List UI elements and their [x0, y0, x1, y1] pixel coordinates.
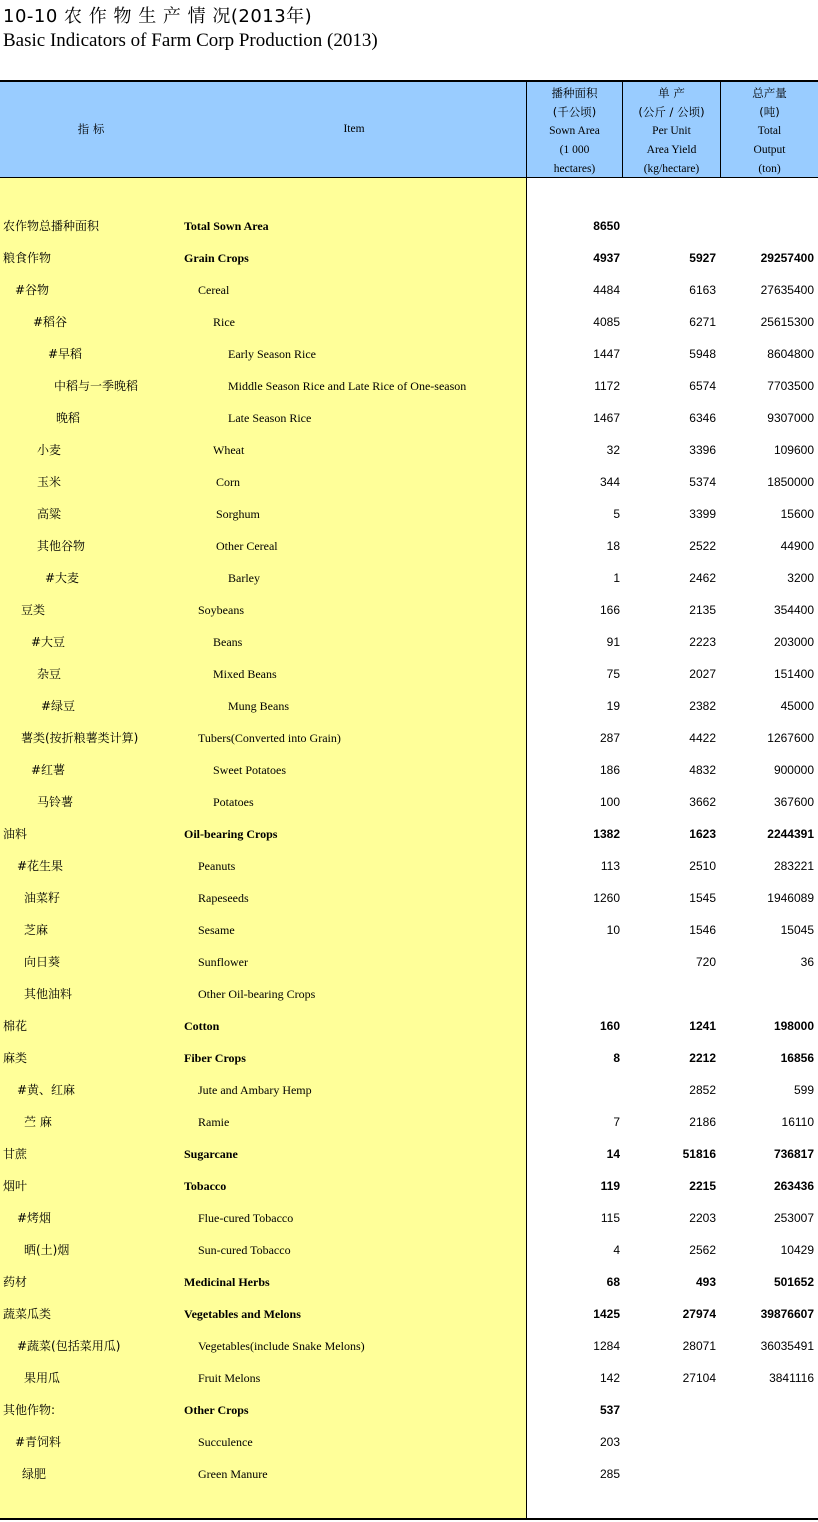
- total-output-value: 2244391: [767, 827, 814, 841]
- indicator-chinese: 粮食作物: [3, 251, 52, 265]
- total-output-value: 203000: [773, 635, 814, 649]
- indicator-chinese: #烤烟: [17, 1211, 52, 1225]
- sown-area-value: 14: [606, 1147, 620, 1161]
- total-output-value: 39876607: [760, 1307, 814, 1321]
- item-english: Fiber Crops: [184, 1051, 246, 1065]
- item-english: Soybeans: [198, 603, 244, 617]
- table-row: [0, 914, 818, 946]
- table-row: [0, 722, 818, 754]
- total-output-value: 16110: [781, 1115, 814, 1129]
- table-row: [0, 978, 818, 1010]
- table-row: [0, 1426, 818, 1458]
- table-row: [0, 242, 818, 274]
- item-english: Flue-cured Tobacco: [198, 1211, 294, 1225]
- item-english: Other Cereal: [216, 539, 278, 553]
- sown-area-value: 19: [606, 699, 620, 713]
- indicator-chinese: 晒(土)烟: [24, 1243, 70, 1257]
- sown-area-value: 32: [606, 443, 620, 457]
- sown-area-value: 1: [613, 571, 620, 585]
- sown-area-value: 1382: [593, 827, 620, 841]
- indicator-chinese: 油菜籽: [24, 891, 61, 905]
- unit-yield-value: 2462: [689, 571, 716, 585]
- header-item: Item: [343, 123, 365, 135]
- item-english: Succulence: [198, 1435, 253, 1449]
- indicator-chinese: #大麦: [45, 571, 80, 585]
- item-english: Tobacco: [184, 1179, 227, 1193]
- total-output-value: 3841116: [769, 1371, 814, 1385]
- bottom-rule: [0, 1518, 818, 1520]
- sown-area-value: 166: [599, 603, 620, 617]
- sown-area-value: 4484: [593, 283, 620, 297]
- unit-yield-value: 2135: [689, 603, 716, 617]
- unit-yield-value: 2562: [689, 1243, 716, 1257]
- item-english: Cereal: [198, 283, 230, 297]
- indicator-chinese: 高粱: [37, 507, 62, 521]
- table-row: [0, 754, 818, 786]
- indicator-chinese: 向日葵: [24, 955, 61, 969]
- sown-area-value: 344: [599, 475, 620, 489]
- table-row: [0, 946, 818, 978]
- sown-area-value: 160: [599, 1019, 620, 1033]
- indicator-chinese: 油料: [3, 827, 28, 841]
- indicator-chinese: 芝麻: [24, 923, 49, 937]
- item-english: Beans: [213, 635, 243, 649]
- table-row: [0, 1170, 818, 1202]
- total-output-value: 3200: [787, 571, 814, 585]
- item-english: Sorghum: [216, 507, 260, 521]
- unit-yield-value: 2223: [689, 635, 716, 649]
- indicator-chinese: 杂豆: [37, 667, 62, 681]
- sown-area-value: 1467: [593, 411, 620, 425]
- total-output-value: 253007: [773, 1211, 814, 1225]
- indicator-chinese: 绿肥: [22, 1467, 47, 1481]
- table-row: [0, 1202, 818, 1234]
- item-english: Rice: [213, 315, 235, 329]
- table-row: [0, 498, 818, 530]
- sown-area-value: 4937: [593, 251, 620, 265]
- indicator-chinese: 豆类: [21, 603, 46, 617]
- indicator-chinese: #红薯: [31, 763, 66, 777]
- table-row: [0, 1106, 818, 1138]
- sown-area-value: 4: [613, 1243, 620, 1257]
- unit-yield-value: 1623: [689, 827, 716, 841]
- header-total-output: 总产量 (吨) Total Output (ton): [752, 86, 787, 175]
- sown-area-value: 100: [599, 795, 620, 809]
- unit-yield-value: 493: [695, 1275, 716, 1289]
- table-row: [0, 370, 818, 402]
- unit-yield-value: 6271: [689, 315, 716, 329]
- indicator-chinese: 苎 麻: [24, 1115, 52, 1129]
- total-output-value: 15600: [780, 507, 814, 521]
- unit-yield-value: 6163: [689, 283, 716, 297]
- item-english: Barley: [228, 571, 260, 585]
- unit-yield-value: 51816: [682, 1147, 716, 1161]
- table-row: [0, 1458, 818, 1490]
- header-sown-area: 播种面积 (千公顷) Sown Area (1 000 hectares): [549, 86, 600, 175]
- unit-yield-value: 5374: [689, 475, 716, 489]
- table-row: [0, 1138, 818, 1170]
- header-unit-yield: 单 产 (公斤 / 公顷) Per Unit Area Yield (kg/hectare): [638, 86, 705, 175]
- total-output-value: 354400: [773, 603, 814, 617]
- table-row: [0, 1330, 818, 1362]
- total-output-value: 7703500: [767, 379, 814, 393]
- total-output-value: 45000: [780, 699, 814, 713]
- indicator-chinese: 其他谷物: [37, 539, 86, 553]
- item-english: Other Crops: [184, 1403, 249, 1417]
- unit-yield-value: 27104: [682, 1371, 716, 1385]
- sown-area-value: 8: [613, 1051, 620, 1065]
- unit-yield-value: 2215: [689, 1179, 716, 1193]
- indicator-chinese: #大豆: [31, 635, 66, 649]
- unit-yield-value: 2852: [689, 1083, 716, 1097]
- item-english: Other Oil-bearing Crops: [198, 987, 316, 1001]
- total-output-value: 109600: [773, 443, 814, 457]
- total-output-value: 1850000: [767, 475, 814, 489]
- total-output-value: 27635400: [760, 283, 814, 297]
- indicator-chinese: #稻谷: [33, 315, 68, 329]
- item-english: Jute and Ambary Hemp: [198, 1083, 312, 1097]
- table-row: [0, 786, 818, 818]
- sown-area-value: 10: [606, 923, 620, 937]
- table-row: [0, 1074, 818, 1106]
- item-english: Tubers(Converted into Grain): [198, 731, 341, 745]
- item-english: Vegetables(include Snake Melons): [198, 1339, 365, 1353]
- indicator-chinese: #早稻: [48, 347, 83, 361]
- sown-area-value: 285: [599, 1467, 620, 1481]
- total-output-value: 44900: [780, 539, 814, 553]
- unit-yield-value: 2203: [689, 1211, 716, 1225]
- total-output-value: 9307000: [767, 411, 814, 425]
- table-row: [0, 306, 818, 338]
- sown-area-value: 8650: [593, 219, 620, 233]
- total-output-value: 25615300: [760, 315, 814, 329]
- unit-yield-value: 28071: [682, 1339, 716, 1353]
- sown-area-value: 115: [600, 1211, 620, 1225]
- unit-yield-value: 27974: [682, 1307, 716, 1321]
- indicator-chinese: #蔬菜(包括菜用瓜): [17, 1339, 121, 1353]
- sown-area-value: 91: [606, 635, 620, 649]
- item-english: Peanuts: [198, 859, 236, 873]
- unit-yield-value: 1241: [689, 1019, 716, 1033]
- unit-yield-value: 4832: [689, 763, 716, 777]
- item-english: Sugarcane: [184, 1147, 238, 1161]
- unit-yield-value: 2186: [689, 1115, 716, 1129]
- table-row: [0, 818, 818, 850]
- unit-yield-value: 5927: [689, 251, 716, 265]
- item-english: Wheat: [213, 443, 245, 457]
- total-output-value: 599: [793, 1083, 814, 1097]
- total-output-value: 263436: [773, 1179, 814, 1193]
- table-row: [0, 882, 818, 914]
- unit-yield-value: 3396: [689, 443, 716, 457]
- unit-yield-value: 1546: [689, 923, 716, 937]
- indicator-chinese: 其他作物:: [3, 1403, 56, 1417]
- table-row: [0, 594, 818, 626]
- item-english: Ramie: [198, 1115, 230, 1129]
- total-output-value: 900000: [773, 763, 814, 777]
- unit-yield-value: 3399: [689, 507, 716, 521]
- unit-yield-value: 6574: [689, 379, 716, 393]
- item-english: Cotton: [184, 1019, 220, 1033]
- sown-area-value: 1425: [593, 1307, 620, 1321]
- table-row: [0, 658, 818, 690]
- sown-area-value: 186: [599, 763, 620, 777]
- item-english: Sweet Potatoes: [213, 763, 286, 777]
- item-english: Oil-bearing Crops: [184, 827, 278, 841]
- table-row: [0, 338, 818, 370]
- table-row: [0, 1362, 818, 1394]
- sown-area-value: 203: [599, 1435, 620, 1449]
- unit-yield-value: 2522: [689, 539, 716, 553]
- indicator-chinese: 玉米: [37, 475, 62, 489]
- sown-area-value: 113: [600, 859, 620, 873]
- table-row: [0, 626, 818, 658]
- unit-yield-value: 2510: [689, 859, 716, 873]
- table-row: [0, 1266, 818, 1298]
- sown-area-value: 68: [606, 1275, 620, 1289]
- table-row: [0, 850, 818, 882]
- item-english: Fruit Melons: [198, 1371, 261, 1385]
- table-row: [0, 1234, 818, 1266]
- total-output-value: 29257400: [760, 251, 814, 265]
- table-header: [0, 82, 818, 178]
- item-english: Potatoes: [213, 795, 254, 809]
- unit-yield-value: 3662: [689, 795, 716, 809]
- unit-yield-value: 5948: [689, 347, 716, 361]
- total-output-value: 1267600: [767, 731, 814, 745]
- item-english: Middle Season Rice and Late Rice of One-season: [228, 379, 467, 393]
- total-output-value: 367600: [773, 795, 814, 809]
- indicator-chinese: #青饲料: [15, 1435, 62, 1449]
- total-output-value: 8604800: [767, 347, 814, 361]
- item-english: Mixed Beans: [213, 667, 277, 681]
- unit-yield-value: 1545: [689, 891, 716, 905]
- table-title-chinese: 10-10 农 作 物 生 产 情 况(2013年): [3, 6, 313, 27]
- table-title-english: Basic Indicators of Farm Corp Production (2013): [3, 30, 378, 51]
- indicator-chinese: 农作物总播种面积: [3, 219, 100, 233]
- item-english: Green Manure: [198, 1467, 268, 1481]
- item-english: Medicinal Herbs: [184, 1275, 270, 1289]
- total-output-value: 198000: [773, 1019, 814, 1033]
- unit-yield-value: 2382: [689, 699, 716, 713]
- total-output-value: 501652: [773, 1275, 814, 1289]
- sown-area-value: 18: [606, 539, 620, 553]
- total-output-value: 10429: [780, 1243, 814, 1257]
- total-output-value: 36: [800, 955, 814, 969]
- sown-area-value: 142: [599, 1371, 620, 1385]
- item-english: Sesame: [198, 923, 235, 937]
- sown-area-value: 119: [600, 1179, 620, 1193]
- indicator-chinese: 甘蔗: [3, 1147, 28, 1161]
- sown-area-value: 5: [613, 507, 620, 521]
- indicator-chinese: #谷物: [15, 283, 50, 297]
- table-row: [0, 690, 818, 722]
- item-english: Grain Crops: [184, 251, 249, 265]
- table-row: [0, 1042, 818, 1074]
- unit-yield-value: 6346: [689, 411, 716, 425]
- indicator-chinese: 蔬菜瓜类: [3, 1307, 52, 1321]
- table-row: [0, 466, 818, 498]
- indicator-chinese: 晚稻: [56, 411, 81, 425]
- indicator-chinese: #绿豆: [41, 699, 76, 713]
- item-english: Early Season Rice: [228, 347, 316, 361]
- indicator-chinese: 麻类: [3, 1051, 28, 1065]
- sown-area-value: 1172: [594, 379, 620, 393]
- sown-area-value: 287: [599, 731, 620, 745]
- unit-yield-value: 720: [695, 955, 716, 969]
- indicator-chinese: #黄、红麻: [17, 1083, 76, 1097]
- total-output-value: 15045: [780, 923, 814, 937]
- total-output-value: 16856: [780, 1051, 814, 1065]
- item-english: Corn: [216, 475, 240, 489]
- unit-yield-value: 2212: [689, 1051, 716, 1065]
- sown-area-value: 1284: [593, 1339, 620, 1353]
- table-row: [0, 402, 818, 434]
- sown-area-value: 537: [599, 1403, 620, 1417]
- table-row: [0, 210, 818, 242]
- indicator-chinese: 烟叶: [3, 1179, 28, 1193]
- table-row: [0, 274, 818, 306]
- indicator-chinese: 其他油料: [24, 987, 73, 1001]
- table-row: [0, 562, 818, 594]
- table-row: [0, 1394, 818, 1426]
- sown-area-value: 4085: [593, 315, 620, 329]
- table-row: [0, 530, 818, 562]
- unit-yield-value: 2027: [689, 667, 716, 681]
- total-output-value: 1946089: [767, 891, 814, 905]
- indicator-chinese: 中稻与一季晚稻: [54, 379, 139, 393]
- indicator-chinese: #花生果: [17, 859, 64, 873]
- indicator-chinese: 药材: [3, 1275, 28, 1289]
- item-english: Rapeseeds: [198, 891, 249, 905]
- total-output-value: 151400: [773, 667, 814, 681]
- total-output-value: 736817: [773, 1147, 814, 1161]
- table-row: [0, 434, 818, 466]
- indicator-chinese: 薯类(按折粮薯类计算): [21, 731, 139, 745]
- sown-area-value: 75: [606, 667, 620, 681]
- item-english: Late Season Rice: [228, 411, 312, 425]
- item-english: Sunflower: [198, 955, 248, 969]
- item-english: Vegetables and Melons: [184, 1307, 301, 1321]
- indicator-chinese: 小麦: [37, 443, 62, 457]
- item-english: Sun-cured Tobacco: [198, 1243, 291, 1257]
- item-english: Total Sown Area: [184, 219, 269, 233]
- indicator-chinese: 棉花: [3, 1019, 28, 1033]
- table-row: [0, 1010, 818, 1042]
- sown-area-value: 1260: [593, 891, 620, 905]
- indicator-chinese: 果用瓜: [24, 1371, 61, 1385]
- indicator-chinese: 马铃薯: [37, 795, 74, 809]
- item-english: Mung Beans: [228, 699, 289, 713]
- sown-area-value: 7: [613, 1115, 620, 1129]
- total-output-value: 36035491: [760, 1339, 814, 1353]
- unit-yield-value: 4422: [689, 731, 716, 745]
- header-indicator: 指 标: [77, 122, 105, 136]
- sown-area-value: 1447: [593, 347, 620, 361]
- table-row: [0, 1298, 818, 1330]
- total-output-value: 283221: [773, 859, 814, 873]
